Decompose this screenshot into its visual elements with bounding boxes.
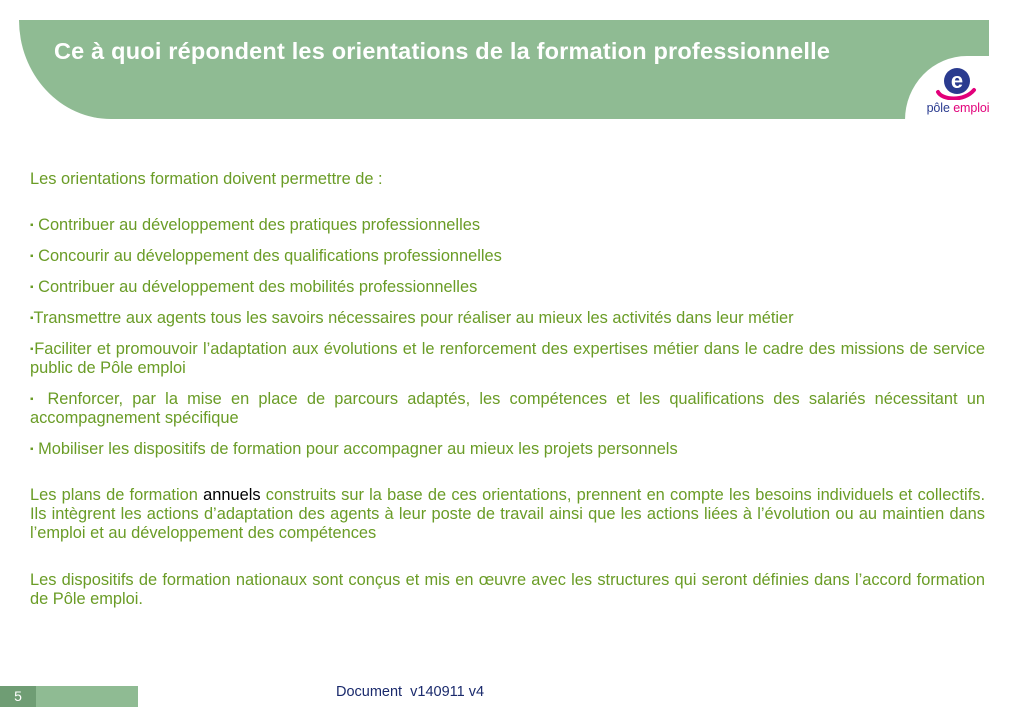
- bullet-item: [30, 278, 985, 297]
- pole-emploi-logo-icon: [934, 66, 978, 100]
- bullet-text: Renforcer, par la mise en place de parcours adaptés, les compétences et les qualifications des salariés nécessitant un accompagnement spécifique: [30, 390, 985, 427]
- slide-content: [30, 170, 985, 637]
- bullet-list: [30, 216, 985, 459]
- bullet-text: Contribuer au développement des pratiques professionnelles: [33, 216, 481, 234]
- bullet-marker: ▪: [30, 444, 34, 455]
- plans-highlight-word: annuels: [203, 486, 261, 504]
- bullet-text: Faciliter et promouvoir l’adaptation aux évolutions et le renforcement des expertises métier dans le cadre des missions de service public de Pôle emploi: [30, 340, 985, 377]
- bullet-text: Contribuer au développement des mobilités professionnelles: [33, 278, 478, 296]
- logo-text-accent: emploi: [953, 101, 990, 115]
- header-band: [19, 20, 989, 119]
- bullet-item: [30, 216, 985, 235]
- plans-text-after: construits sur la base de ces orientations, prennent en compte les besoins individuels et collectifs. Ils intègrent les actions d’adaptation des agents à leur poste de travail ainsi que les actions liées à l’évolution ou au maintien dans l’emploi et au développement des compétences: [30, 486, 985, 542]
- bullet-marker: ▪: [30, 394, 39, 405]
- bullet-item: [30, 390, 985, 428]
- bullet-marker: ▪: [30, 282, 34, 293]
- bullet-marker: ▪: [30, 344, 35, 355]
- logo-text-main: pôle: [926, 101, 954, 115]
- bullet-text: Concourir au développement des qualifications professionnelles: [33, 247, 502, 265]
- dispositifs-paragraph: Les dispositifs de formation nationaux sont conçus et mis en œuvre avec les structures qui seront définies dans l’accord formation de Pôle emploi.: [30, 571, 985, 608]
- plans-paragraph: [30, 486, 985, 543]
- page-number: 5: [0, 686, 36, 707]
- bullet-marker: ▪: [30, 313, 34, 324]
- document-version: Document v140911 v4: [336, 684, 485, 700]
- logo-wordmark: [918, 101, 998, 115]
- slide-title: Ce à quoi répondent les orientations de la formation professionnelle: [54, 38, 831, 64]
- bullet-item: [30, 309, 985, 328]
- bullet-text: Mobiliser les dispositifs de formation pour accompagner au mieux les projets personnels: [33, 440, 678, 458]
- logo-letter: e: [950, 68, 964, 93]
- plans-text-before: Les plans de formation: [30, 486, 204, 504]
- bullet-item: [30, 340, 985, 378]
- bullet-item: [30, 440, 985, 459]
- bullet-item: [30, 247, 985, 266]
- bullet-marker: ▪: [30, 251, 34, 262]
- bullet-text: Transmettre aux agents tous les savoirs nécessaires pour réaliser au mieux les activités dans leur métier: [33, 309, 794, 327]
- bullet-marker: ▪: [30, 220, 34, 231]
- intro-text: Les orientations formation doivent permettre de :: [30, 170, 383, 188]
